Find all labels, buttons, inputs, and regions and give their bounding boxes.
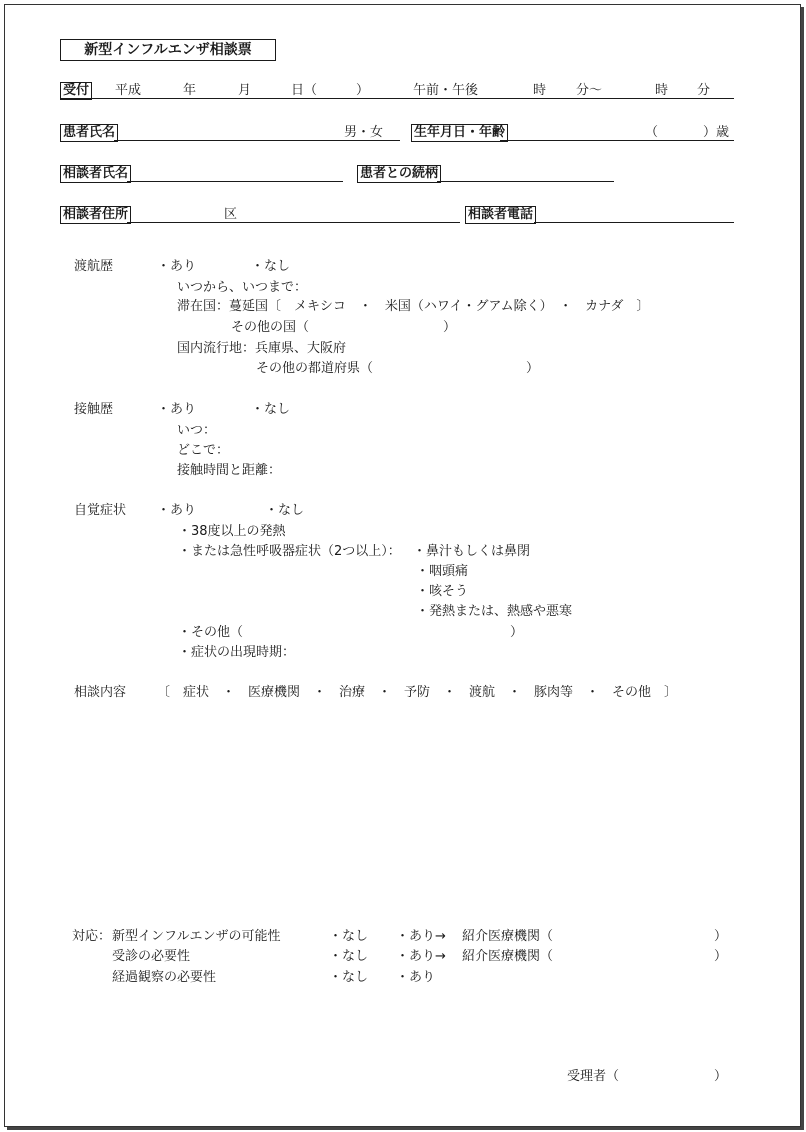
symptoms-respiratory: ・または急性呼吸器症状（2つ以上）：	[178, 544, 401, 559]
form-title: 新型インフルエンザ相談票	[60, 39, 276, 61]
response-label: 対応：	[72, 929, 112, 944]
reception-hour2: 時	[655, 83, 669, 98]
consultant-name-underline	[127, 181, 343, 182]
reception-year: 年	[183, 83, 197, 98]
reception-day: 日（	[291, 83, 318, 98]
response-row-ref: 紹介医療機関（	[462, 929, 554, 944]
consultant-relation-label: 患者との続柄	[357, 165, 441, 183]
travel-label: 渡航歴	[74, 259, 114, 274]
symptoms-item: ・咳そう	[416, 584, 469, 599]
symptoms-label: 自覚症状	[74, 503, 127, 518]
travel-other-country-open: その他の国（	[231, 320, 310, 335]
response-row-close: ）	[714, 929, 728, 944]
travel-country-line: 滞在国：蔓延国〔 メキシコ ・ 米国（ハワイ・グアム除く） ・ カナダ 〕	[177, 299, 650, 314]
consultant-name-label: 相談者氏名	[60, 165, 131, 183]
travel-no: ・なし	[251, 259, 291, 274]
consultant-address-underline	[127, 222, 460, 223]
reception-era: 平成	[115, 83, 142, 98]
reception-min2: 分	[697, 83, 711, 98]
response-row-item: 経過観察の必要性	[112, 970, 217, 985]
symptoms-no: ・なし	[265, 503, 305, 518]
reception-label: 受付	[60, 82, 92, 100]
response-row-no: ・なし	[329, 929, 369, 944]
reception-min1: 分～	[576, 83, 603, 98]
receiver-label: 受理者（	[567, 1069, 620, 1084]
patient-name-label: 患者氏名	[60, 124, 118, 142]
response-row-yes: ・あり	[396, 970, 436, 985]
contact-duration: 接触時間と距離：	[177, 463, 282, 478]
reception-ampm: 午前・午後	[413, 83, 479, 98]
consultant-ward: 区	[224, 207, 238, 222]
patient-birth-underline	[500, 140, 734, 141]
response-row-ref: 紹介医療機関（	[462, 949, 554, 964]
contact-yes: ・あり	[157, 402, 197, 417]
consultant-phone-underline	[534, 222, 734, 223]
response-row-item: 新型インフルエンザの可能性	[112, 929, 281, 944]
receiver-close: ）	[714, 1069, 728, 1084]
symptoms-item: ・咽頭痛	[416, 564, 469, 579]
reception-hour1: 時	[533, 83, 547, 98]
symptoms-yes: ・あり	[157, 503, 197, 518]
reception-month: 月	[238, 83, 252, 98]
symptoms-other-open: ・その他（	[178, 625, 244, 640]
symptoms-item: ・鼻汁もしくは鼻閉	[413, 544, 531, 559]
contact-where: どこで：	[177, 443, 230, 458]
patient-age-close: ）歳	[703, 125, 730, 140]
consultant-relation-underline	[437, 181, 614, 182]
travel-other-country-close: ）	[443, 320, 457, 335]
contact-no: ・なし	[251, 402, 291, 417]
response-row-close: ）	[714, 949, 728, 964]
contact-when: いつ：	[177, 423, 217, 438]
reception-underline	[60, 98, 734, 99]
patient-birth-label: 生年月日・年齢	[411, 124, 508, 142]
response-row-yes: ・あり→	[396, 949, 446, 964]
symptoms-onset: ・症状の出現時期：	[178, 645, 296, 660]
travel-domestic: 国内流行地：兵庫県、大阪府	[177, 341, 347, 356]
patient-sex: 男・女	[344, 125, 384, 140]
travel-other-pref-close: ）	[526, 361, 540, 376]
consult-label: 相談内容	[74, 685, 127, 700]
travel-other-pref-open: その他の都道府県（	[256, 361, 374, 376]
symptoms-other-close: ）	[510, 625, 524, 640]
consultant-phone-label: 相談者電話	[465, 206, 536, 224]
response-row-yes: ・あり→	[396, 929, 446, 944]
response-row-no: ・なし	[329, 949, 369, 964]
travel-when: いつから、いつまで：	[177, 280, 308, 295]
reception-day-close: ）	[356, 83, 370, 98]
contact-label: 接触歴	[74, 402, 114, 417]
consult-options: 〔 症状 ・ 医療機関 ・ 治療 ・ 予防 ・ 渡航 ・ 豚肉等 ・ その他 〕	[157, 685, 678, 700]
patient-age-open: （	[645, 125, 659, 140]
travel-yes: ・あり	[157, 259, 197, 274]
response-row-item: 受診の必要性	[112, 949, 191, 964]
symptoms-item: ・発熱または、熱感や悪寒	[416, 604, 573, 619]
symptoms-fever: ・38度以上の発熱	[178, 524, 286, 539]
response-row-no: ・なし	[329, 970, 369, 985]
consultant-address-label: 相談者住所	[60, 206, 131, 224]
